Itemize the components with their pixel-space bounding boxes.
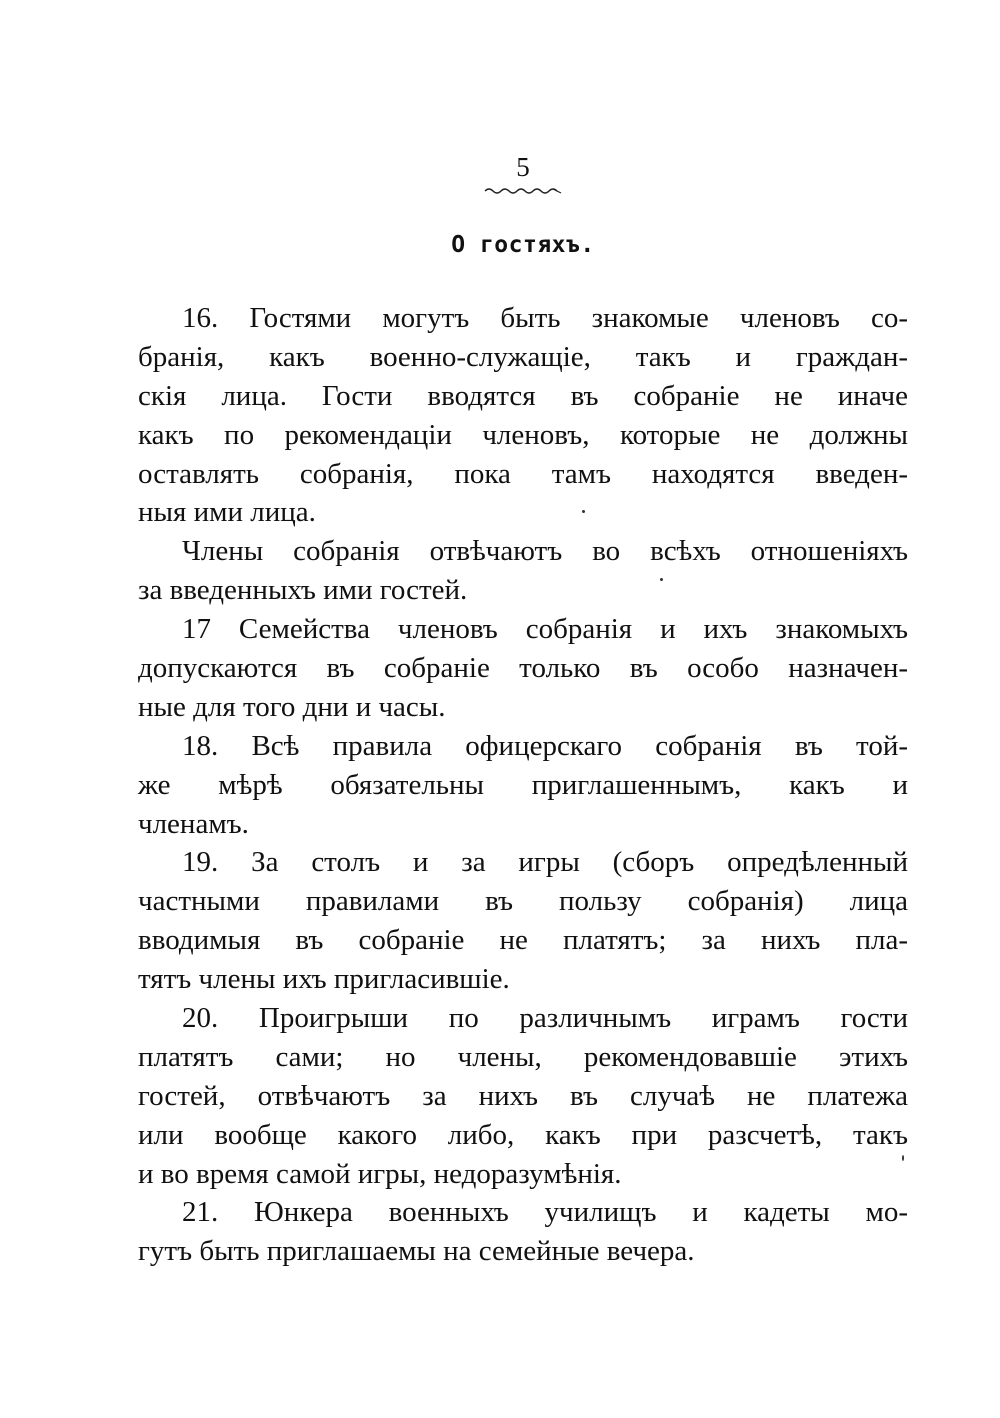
book-page <box>138 0 908 1418</box>
text-line: ныя ими лица. <box>138 496 316 529</box>
text-line: допускаются въ собраніе только въ особо назначен- <box>138 652 908 685</box>
text-line: гостей, отвѣчаютъ за нихъ въ случаѣ не платежа <box>138 1079 908 1112</box>
paragraph-19 <box>138 843 908 999</box>
paragraph-21 <box>138 1193 908 1271</box>
text-line: скія лица. Гости вводятся въ собраніе не иначе <box>138 379 908 412</box>
paragraph-16-continued <box>138 532 908 610</box>
text-line: и во время самой игры, недоразумѣнія. <box>138 1157 622 1190</box>
text-line: 21. Юнкера военныхъ училищъ и кадеты мо- <box>182 1196 908 1229</box>
text-line: ные для того дни и часы. <box>138 690 446 723</box>
text-line: 16. Гостями могутъ быть знакомые членовъ со- <box>182 302 908 334</box>
text-line: членамъ. <box>138 807 249 840</box>
text-line: какъ по рекомендаціи членовъ, которые не должны <box>138 418 908 451</box>
paragraph-17 <box>138 610 908 727</box>
text-line: 20. Проигрыши по различнымъ играмъ гости <box>182 1002 908 1035</box>
text-line: бранія, какъ военно-служащіе, такъ и граждан- <box>138 340 908 373</box>
text-line: 17 Семейства членовъ собранія и ихъ знакомыхъ <box>182 613 908 646</box>
section-title: О гостяхъ. <box>451 232 595 258</box>
print-speck <box>660 578 663 581</box>
text-line: вводимыя въ собраніе не платятъ; за нихъ пла- <box>138 924 908 957</box>
text-line: или вообще какого либо, какъ при разсчетѣ, такъ <box>138 1118 908 1151</box>
text-line: 19. За столъ и за игры (сборъ опредѣленный <box>182 846 908 879</box>
paragraph-16 <box>138 299 908 532</box>
text-line: оставлять собранія, пока тамъ находятся введен- <box>138 457 908 490</box>
text-line: 18. Всѣ правила офицерскаго собранія въ той- <box>182 729 908 762</box>
text-line: за введенныхъ ими гостей. <box>138 574 468 607</box>
body-text <box>138 299 908 1271</box>
wavy-rule-ornament <box>483 184 563 196</box>
page-number: 5 <box>516 152 530 182</box>
text-line: гутъ быть приглашаемы на семейные вечера. <box>138 1235 695 1268</box>
text-line: платятъ сами; но члены, рекомендовавшіе этихъ <box>138 1040 908 1073</box>
text-line: Члены собранія отвѣчаютъ во всѣхъ отношеніяхъ <box>182 535 908 568</box>
paragraph-18 <box>138 727 908 844</box>
text-line: частными правилами въ пользу собранія) лица <box>138 885 908 918</box>
text-line: тятъ члены ихъ пригласившіе. <box>138 963 510 996</box>
print-speck <box>902 1155 904 1161</box>
print-speck <box>582 510 585 513</box>
text-line: же мѣрѣ обязательны приглашеннымъ, какъ и <box>138 768 908 801</box>
paragraph-20 <box>138 999 908 1193</box>
